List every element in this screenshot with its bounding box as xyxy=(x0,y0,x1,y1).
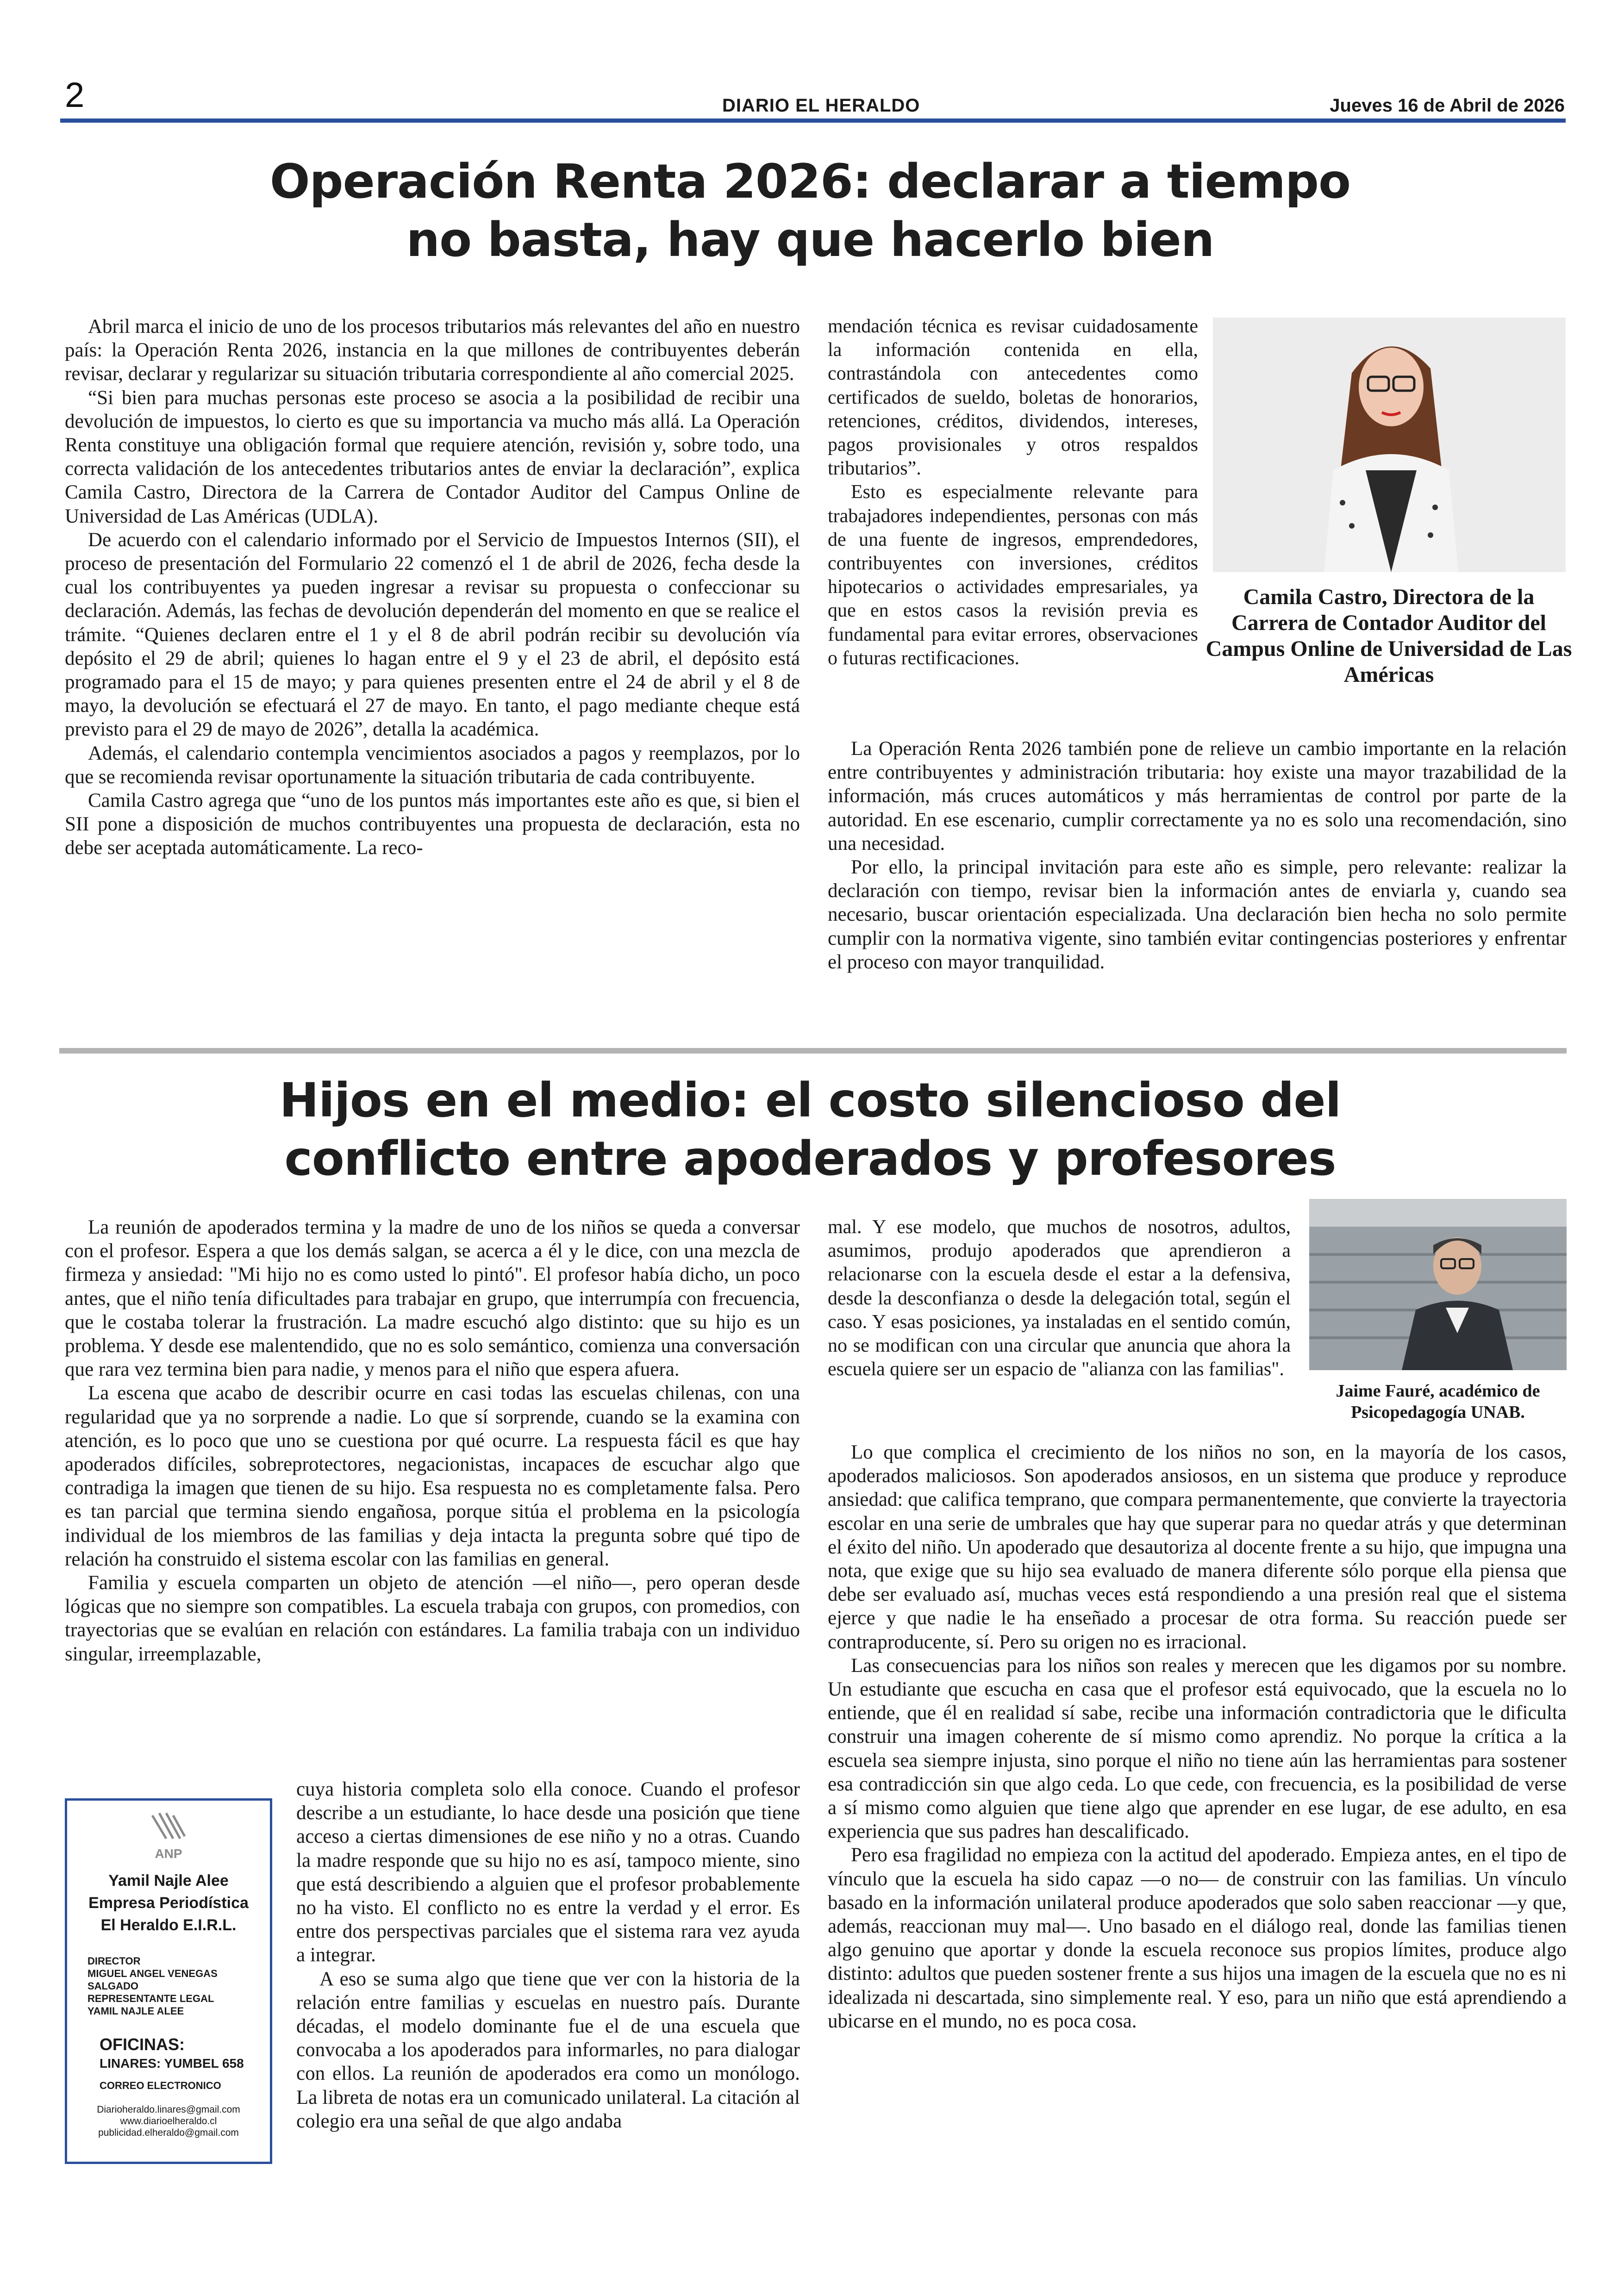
paragraph: La Operación Renta 2026 también pone de relieve un cambio importante en la relación entre contribuyentes y administración tributaria: hoy existe una mayor trazabilidad de la información, más cruces automáticos y más herramientas de control por parte de la autoridad. En ese escenario, cumplir correctamente ya no es solo una recomendación, sino una necesidad. xyxy=(828,738,1567,854)
paragraph: La reunión de apoderados termina y la madre de uno de los niños se queda a conversar con el profesor. Espera a que los demás salgan, se acerca a él y le dice, con una mezcla de firmeza y ansiedad: "Mi hijo no es como usted lo pintó". El profesor había dicho, un poco antes, que el niño tenía dificultades para trabajar en grupo, que interrumpía con frecuencia, que le costaba tolerar la frustración. La madre escuchó algo distinto: que su hijo es un problema. Y desde ese malentendido, que no es solo semántico, comienza una conversación que rara vez termina bien para nadie, y menos para el niño que espera afuera. xyxy=(65,1216,800,1381)
page-number: 2 xyxy=(65,75,85,115)
article1-column-2-narrow xyxy=(828,315,1198,670)
article1-column-2-wide xyxy=(828,737,1567,974)
paragraph: Las consecuencias para los niños son reales y merecen que les digamos por su nombre. Un estudiante que escucha en casa que el profesor está equivocado, que la escuela no lo entiende, que él en realidad sí sabe, recibe una información contradictoria que le dificulta construir una imagen coherente de sí mismo como aprendiz. No porque la crítica a la escuela sea siempre injusta, sino porque el niño no tiene aún las herramientas para sostener esa contradicción sin que algo ceda. Lo que cede, con frecuencia, es la posibilidad de verse a sí mismo como alguien que tiene algo que aprender en ese lugar, de ese adulto, en esa experiencia que sus padres han descalificado. xyxy=(828,1654,1567,1843)
article1-headline: Operación Renta 2026: declarar a tiempo no basta, hay que hacerlo bien xyxy=(269,154,1351,268)
paragraph: Familia y escuela comparten un objeto de atención —el niño—, pero operan desde lógicas que no siempre son compatibles. La escuela trabaja con grupos, con promedios, con trayectorias que se evalúan en relación con estándares. La familia trabaja con un individuo singular, irreemplazable, xyxy=(65,1572,800,1665)
paragraph: mendación técnica es revisar cuidadosamente la información contenida en ella, contrastándola con antecedentes como certificados de sueldo, boletas de honorarios, retenciones, créditos, dividendos, intereses, pagos provisionales y otros respaldos tributarios”. xyxy=(828,316,1198,480)
owner-name: Yamil Najle Alee Empresa Periodística El Heraldo E.I.R.L. xyxy=(88,1872,249,1934)
paragraph: Camila Castro agrega que “uno de los puntos más importantes este año es que, si bien el SII pone a disposición de muchos contribuyentes una propuesta de declaración, esta no debe ser aceptada automáticamente. La reco- xyxy=(65,790,800,859)
paragraph: Pero esa fragilidad no empieza con la actitud del apoderado. Empieza antes, en el tipo de vínculo que la escuela ha sido capaz —o no— de construir con las familias. Un vínculo basado en la información unilateral produce apoderados que solo saben reaccionar —y que, además, reaccionan muy mal—. Uno basado en el diálogo real, donde las familias tienen algo genuino que aportar y donde la escuela reconoce sus propios límites, produce algo distinto: adultos que pueden sostener frente a sus hijos una imagen de la escuela que no es ni idealizada ni descartada, sino simplemente real. Y eso, para un niño que está aprendiendo a ubicarse en el mundo, no es poca cosa. xyxy=(828,1844,1567,2032)
email-label: CORREO ELECTRONICO xyxy=(100,2080,221,2091)
paragraph: Lo que complica el crecimiento de los niños no son, en la mayoría de los casos, apoderados maliciosos. Son apoderados ansiosos, en un sistema que produce y reproduce ansiedad: que califica temprano, que compara permanentemente, que convierte la trayectoria escolar en una serie de umbrales que hay que superar para no quedar atrás y que determinan el éxito del niño. Un apoderado que desautoriza al docente frente a su hijo, que impugna una nota, que exige que su hijo sea evaluado de manera diferente sólo porque ella piensa que debe ser evaluado así, muchas veces está respondiendo a una presión real que el sistema ejerce y que nadie le ha enseñado a procesar de otra forma. Su reacción puede ser contraproducente, sí. Pero su origen no es irracional. xyxy=(828,1441,1567,1653)
paragraph: Además, el calendario contempla vencimientos asociados a pagos y reemplazos, por lo que se recomienda revisar oportunamente la situación tributaria de cada contribuyente. xyxy=(65,742,800,788)
director-info: DIRECTOR MIGUEL ANGEL VENEGAS SALGADO REPRESENTANTE LEGAL YAMIL NAJLE ALEE xyxy=(87,1955,218,2017)
anp-logo: ANP xyxy=(67,1811,270,1861)
article1-column-1 xyxy=(65,315,800,860)
office-address: LINARES: YUMBEL 658 xyxy=(100,2056,244,2070)
article2-column-1-narrow xyxy=(296,1777,800,2133)
paragraph: Abril marca el inicio de uno de los procesos tributarios más relevantes del año en nuestro país: la Operación Renta 2026, instancia en la que millones de contribuyentes deberán revisar, declarar y regularizar su situación tributaria correspondiente al año comercial 2025. xyxy=(65,316,800,385)
paragraph: cuya historia completa solo ella conoce. Cuando el profesor describe a un estudiante, lo hace desde una posición que tiene acceso a ciertas dimensiones de ese niño y no a otras. Cuando la madre responde que su hijo no es así, tampoco miente, sino que está describiendo a alguien que el profesor probablemente no ha visto. El conflicto no es entre la verdad y el error. Es entre dos perspectivas parciales que el sistema rara vez ayuda a integrar. xyxy=(296,1778,800,1966)
article2-column-2-wide xyxy=(828,1441,1567,2033)
paragraph: mal. Y ese modelo, que muchos de nosotros, adultos, asumimos, produjo apoderados que aprendieron a relacionarse con la escuela desde el estar a la defensiva, desde la desconfianza o desde la delegación total, según el caso. Y esas posiciones, ya instaladas en el sentido común, no se modifican con una circular que anuncia que ahora la escuela quiere ser un espacio de "alianza con las familias". xyxy=(828,1216,1291,1380)
masthead-box xyxy=(65,1798,272,2164)
website-link[interactable]: www.diarioelheraldo.cl xyxy=(120,2116,217,2127)
camila-castro-photo xyxy=(1213,318,1566,572)
newspaper-name: DIARIO EL HERALDO xyxy=(722,95,920,116)
contact-list xyxy=(67,2104,270,2139)
issue-date: Jueves 16 de Abril de 2026 xyxy=(1330,95,1565,116)
header-rule xyxy=(60,118,1566,123)
jaime-faure-caption: Jaime Fauré, académico de Psicopedagogía UNAB. xyxy=(1336,1381,1540,1422)
paragraph: La escena que acabo de describir ocurre en casi todas las escuelas chilenas, con una regularidad que ya no sorprende a nadie. Lo que sí sorprende, cuando se la examina con atención, es lo poco que uno se cuestiona por qué ocurre. La respuesta fácil es que hay apoderados difíciles, sobreprotectores, negacionistas, incapaces de escuchar algo que contradiga la imagen que tienen de su hijo. Esa respuesta no es completamente falsa. Pero es tan parcial que termina siendo engañosa, porque sitúa el problema en la psicología individual de los miembros de las familias y deja intacta la pregunta sobre qué tipo de relación ha construido el sistema escolar con las familias en general. xyxy=(65,1382,800,1570)
email-link[interactable]: publicidad.elheraldo@gmail.com xyxy=(98,2127,239,2138)
jaime-faure-photo xyxy=(1309,1199,1567,1370)
paragraph: Por ello, la principal invitación para este año es simple, pero relevante: realizar la declaración con tiempo, revisar bien la información antes de enviarla y, cuando sea necesario, buscar orientación especializada. Una declaración bien hecha no solo permite cumplir con la normativa vigente, sino también evitar contingencias posteriores y enfrentar el proceso con mayor tranquilidad. xyxy=(828,856,1567,973)
article-separator xyxy=(59,1048,1567,1054)
article2-headline: Hijos en el medio: el costo silencioso del conflicto entre apoderados y profesores xyxy=(279,1073,1341,1186)
article2-column-1 xyxy=(65,1216,800,1666)
paragraph: A eso se suma algo que tiene que ver con la historia de la relación entre familias y escuelas en nuestro país. Durante décadas, el modelo dominante fue el de una escuela que convocaba a los apoderados para informarles, no para dialogar con ellos. La reunión de apoderados era como un monólogo. La libreta de notas era un comunicado unilateral. La citación al colegio era una señal de que algo andaba xyxy=(296,1968,800,2132)
anp-logo-icon xyxy=(148,1811,189,1843)
camila-castro-caption: Camila Castro, Directora de la Carrera de Contador Auditor del Campus Online de Universidad de Las Américas xyxy=(1206,585,1572,687)
paragraph: De acuerdo con el calendario informado por el Servicio de Impuestos Internos (SII), el proceso de presentación del Formulario 22 comenzó el 1 de abril de 2026, fecha desde la cual los contribuyentes ya pueden ingresar a revisar su propuesta o confeccionar su declaración. Además, las fechas de devolución dependerán del momento en que se realice el trámite. “Quienes declaren entre el 1 y el 8 de abril podrán recibir su devolución vía depósito el 29 de abril; quienes lo hagan entre el 9 y el 23 de abril, el depósito está programado para el 15 de mayo; y para quienes presenten entre el 24 de abril y el 8 de mayo, la devolución se efectuará el 27 de mayo. En tanto, el pago mediante cheque está previsto para el 29 de mayo de 2026”, detalla la académica. xyxy=(65,529,800,741)
paragraph: Esto es especialmente relevante para trabajadores independientes, personas con más de una fuente de ingresos, emprendedores, contribuyentes con inversiones, créditos hipotecarios o actividades empresariales, ya que en estos casos la revisión previa es fundamental para evitar errores, observaciones o futuras rectificaciones. xyxy=(828,481,1198,669)
email-link[interactable]: Diarioheraldo.linares@gmail.com xyxy=(97,2104,240,2115)
article2-column-2-narrow xyxy=(828,1216,1291,1381)
offices-label: OFICINAS: xyxy=(100,2035,185,2054)
paragraph: “Si bien para muchas personas este proceso se asocia a la posibilidad de recibir una devolución de impuestos, lo cierto es que su importancia va mucho más allá. La Operación Renta constituye una obligación formal que requiere atención, revisión y, sobre todo, una correcta validación de los antecedentes tributarios antes de enviar la declaración”, explica Camila Castro, Directora de la Carrera de Contador Auditor del Campus Online de Universidad de Las Américas (UDLA). xyxy=(65,387,800,527)
